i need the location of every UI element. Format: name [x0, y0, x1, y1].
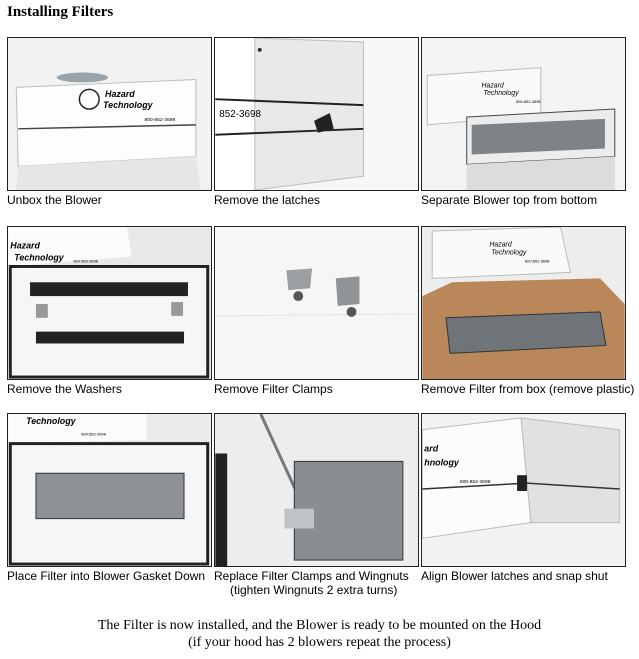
photo-place-filter	[7, 413, 212, 567]
blower-illustration	[8, 38, 211, 190]
brand-text-1: ard	[424, 443, 439, 454]
phone-text: 800-852-3698	[73, 258, 99, 264]
step-caption: Replace Filter Clamps and Wingnuts	[214, 569, 409, 583]
phone-text: 800-852-3698	[524, 258, 550, 264]
separated-illustration	[422, 38, 625, 190]
brand-text-2: Technology	[483, 90, 519, 98]
place-filter-illustration	[8, 414, 211, 566]
photo-latches	[214, 37, 419, 191]
brand-text-1: Hazard	[10, 240, 40, 251]
brand-text-1: Hazard	[481, 82, 504, 90]
brand-text-2: Technology	[491, 249, 527, 257]
footer-line-2: (if your hood has 2 blowers repeat the process)	[188, 635, 451, 650]
washers-illustration	[8, 227, 211, 379]
step-caption: Remove Filter Clamps	[214, 382, 333, 396]
brand-text-1: Hazard	[489, 241, 512, 249]
photo-assembled-blower	[421, 413, 626, 567]
phone-text: 852-3698	[219, 108, 261, 120]
clamps-illustration	[215, 227, 418, 379]
phone-text: 800-852-3698	[516, 99, 541, 105]
photo-filter-box	[421, 226, 626, 380]
brand-text-2: Technology	[103, 100, 153, 111]
step-caption: Separate Blower top from bottom	[421, 193, 598, 207]
brand-text-2: Technology	[14, 252, 64, 263]
photo-washers	[7, 226, 212, 380]
filter-box-illustration	[422, 227, 625, 379]
phone-text: 800-852-3698	[81, 431, 106, 437]
step-caption-note: (tighten Wingnuts 2 extra turns)	[230, 583, 398, 597]
phone-text: 800-852-3698	[144, 117, 176, 123]
footer-line-1: The Filter is now installed, and the Blower is ready to be mounted on the Hood	[97, 618, 542, 633]
brand-text-1: Hazard	[105, 89, 135, 100]
latch-illustration	[215, 38, 418, 190]
step-caption: Unbox the Blower	[7, 193, 102, 207]
step-caption: Remove the latches	[214, 193, 321, 207]
replace-clamps-illustration	[215, 414, 418, 566]
brand-text-2: hnology	[424, 457, 459, 468]
photo-unboxed-blower	[7, 37, 212, 191]
photo-separated-blower	[421, 37, 626, 191]
step-caption: Align Blower latches and snap shut	[421, 569, 608, 583]
step-caption: Remove Filter from box (remove plastic)	[421, 382, 635, 396]
step-caption: Place Filter into Blower Gasket Down	[7, 569, 206, 583]
page-title: Installing Filters	[7, 4, 114, 20]
photo-replace-clamps	[214, 413, 419, 567]
photo-clamps	[214, 226, 419, 380]
phone-text: 800-852-3698	[459, 480, 491, 486]
assembled-illustration	[422, 414, 625, 566]
step-caption: Remove the Washers	[7, 382, 122, 396]
brand-text-2: Technology	[26, 415, 76, 426]
